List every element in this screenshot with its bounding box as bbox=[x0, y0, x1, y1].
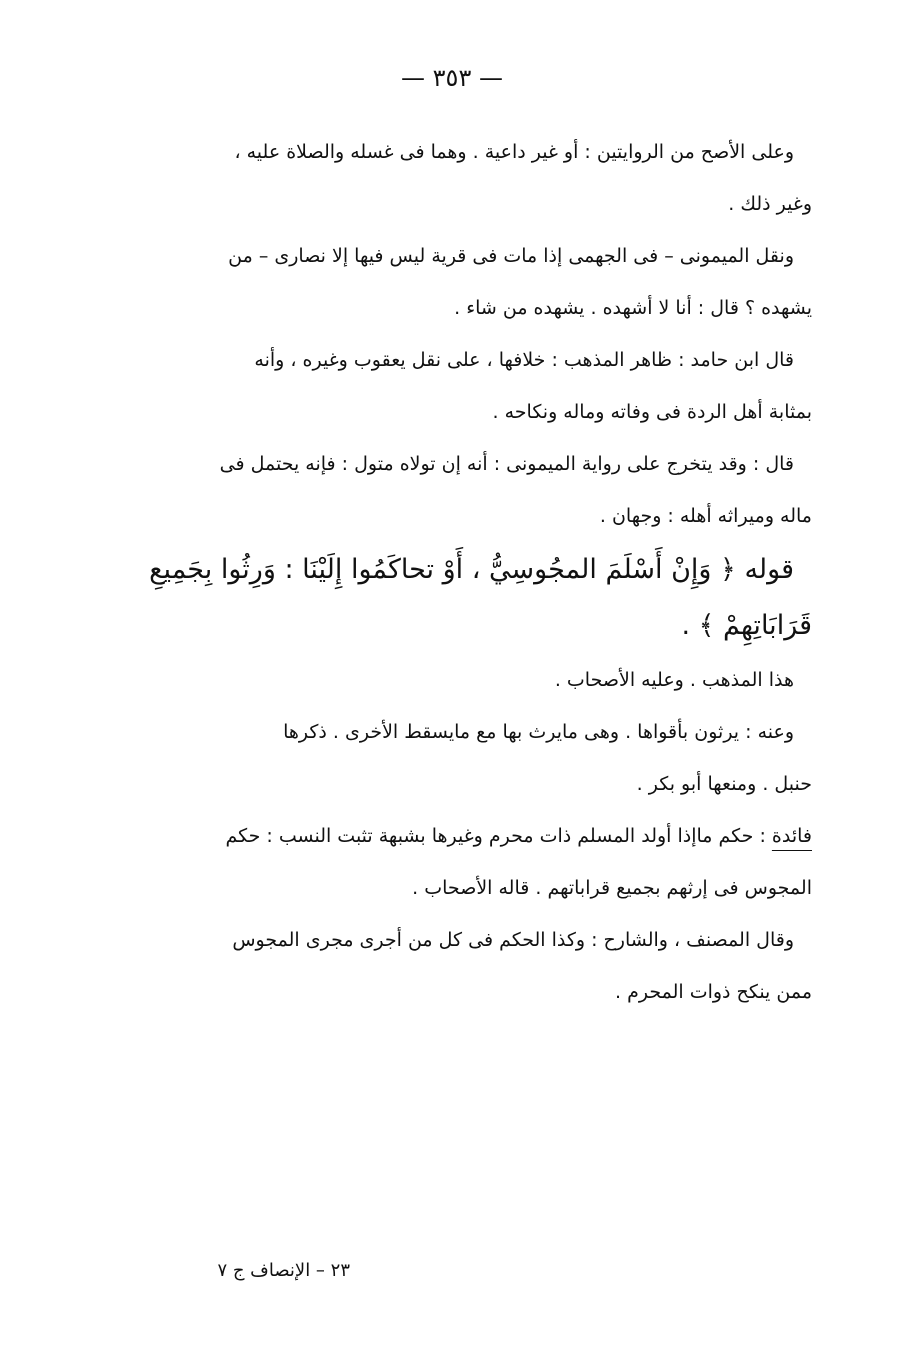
paragraph-3 bbox=[148, 334, 812, 438]
quran-quote-line-1: قوله ﴿ وَإِنْ أَسْلَمَ المجُوسِيُّ ، أَوْ تحاكَمُوا إِلَيْنَا : وَرِثُوا بِجَمِيعِ bbox=[149, 554, 794, 585]
paragraph-6 bbox=[148, 654, 812, 706]
paragraph-2 bbox=[148, 230, 812, 334]
quran-quote-paragraph bbox=[148, 542, 812, 654]
paragraph-3-line-1: قال ابن حامد : ظاهر المذهب : خلافها ، على نقل يعقوب وغيره ، وأنه bbox=[254, 349, 794, 371]
paragraph-4-line-2: ماله وميراثه أهله : وجهان . bbox=[599, 505, 812, 527]
paragraph-1 bbox=[148, 126, 812, 230]
note-line-2: المجوس فى إرثهم بجميع قراباتهم . قاله الأصحاب . bbox=[412, 877, 812, 899]
paragraph-9-line-1: وقال المصنف ، والشارح : وكذا الحكم فى كل من أجرى مجرى المجوس bbox=[232, 929, 794, 951]
note-line-1 bbox=[148, 810, 812, 862]
paragraph-1-line-1: وعلى الأصح من الروايتين : أو غير داعية . وهما فى غسله والصلاة عليه ، bbox=[234, 141, 794, 163]
paragraph-9-line-2: ممن ينكح ذوات المحرم . bbox=[615, 981, 812, 1003]
paragraph-6-line-1: هذا المذهب . وعليه الأصحاب . bbox=[554, 669, 794, 691]
quran-quote-line-2: قَرَابَاتِهِمْ ﴾ . bbox=[681, 610, 812, 641]
paragraph-2-line-2: يشهده ؟ قال : أنا لا أشهده . يشهده من شاء . bbox=[454, 297, 812, 319]
paragraph-4 bbox=[148, 438, 812, 542]
paragraph-4-line-1: قال : وقد يتخرج على رواية الميمونى : أنه إن تولاه متول : فإنه يحتمل فى bbox=[219, 453, 794, 475]
footer-signature: ٢٣ – الإنصاف ج ٧ bbox=[217, 1260, 350, 1281]
paragraph-3-line-2: بمثابة أهل الردة فى وفاته وماله ونكاحه . bbox=[492, 401, 812, 423]
page-number: — ٣٥٣ — bbox=[401, 64, 503, 92]
note-text: : حكم ماإذا أولد المسلم ذات محرم وغيرها بشبهة تثبت النسب : حكم bbox=[225, 825, 766, 847]
main-text bbox=[148, 126, 812, 1018]
note-paragraph bbox=[148, 810, 812, 914]
paragraph-2-line-1: ونقل الميمونى – فى الجهمى إذا مات فى قرية ليس فيها إلا نصارى – من bbox=[228, 245, 794, 267]
paragraph-1-line-2: وغير ذلك . bbox=[728, 193, 812, 215]
paragraph-7-line-1: وعنه : يرثون بأقواها . وهى مايرث بها مع مايسقط الأخرى . ذكرها bbox=[283, 721, 794, 743]
note-label: فائدة bbox=[771, 825, 812, 847]
paragraph-9 bbox=[148, 914, 812, 1018]
paragraph-7-line-2: حنبل . ومنعها أبو بكر . bbox=[636, 773, 812, 795]
paragraph-7 bbox=[148, 706, 812, 810]
